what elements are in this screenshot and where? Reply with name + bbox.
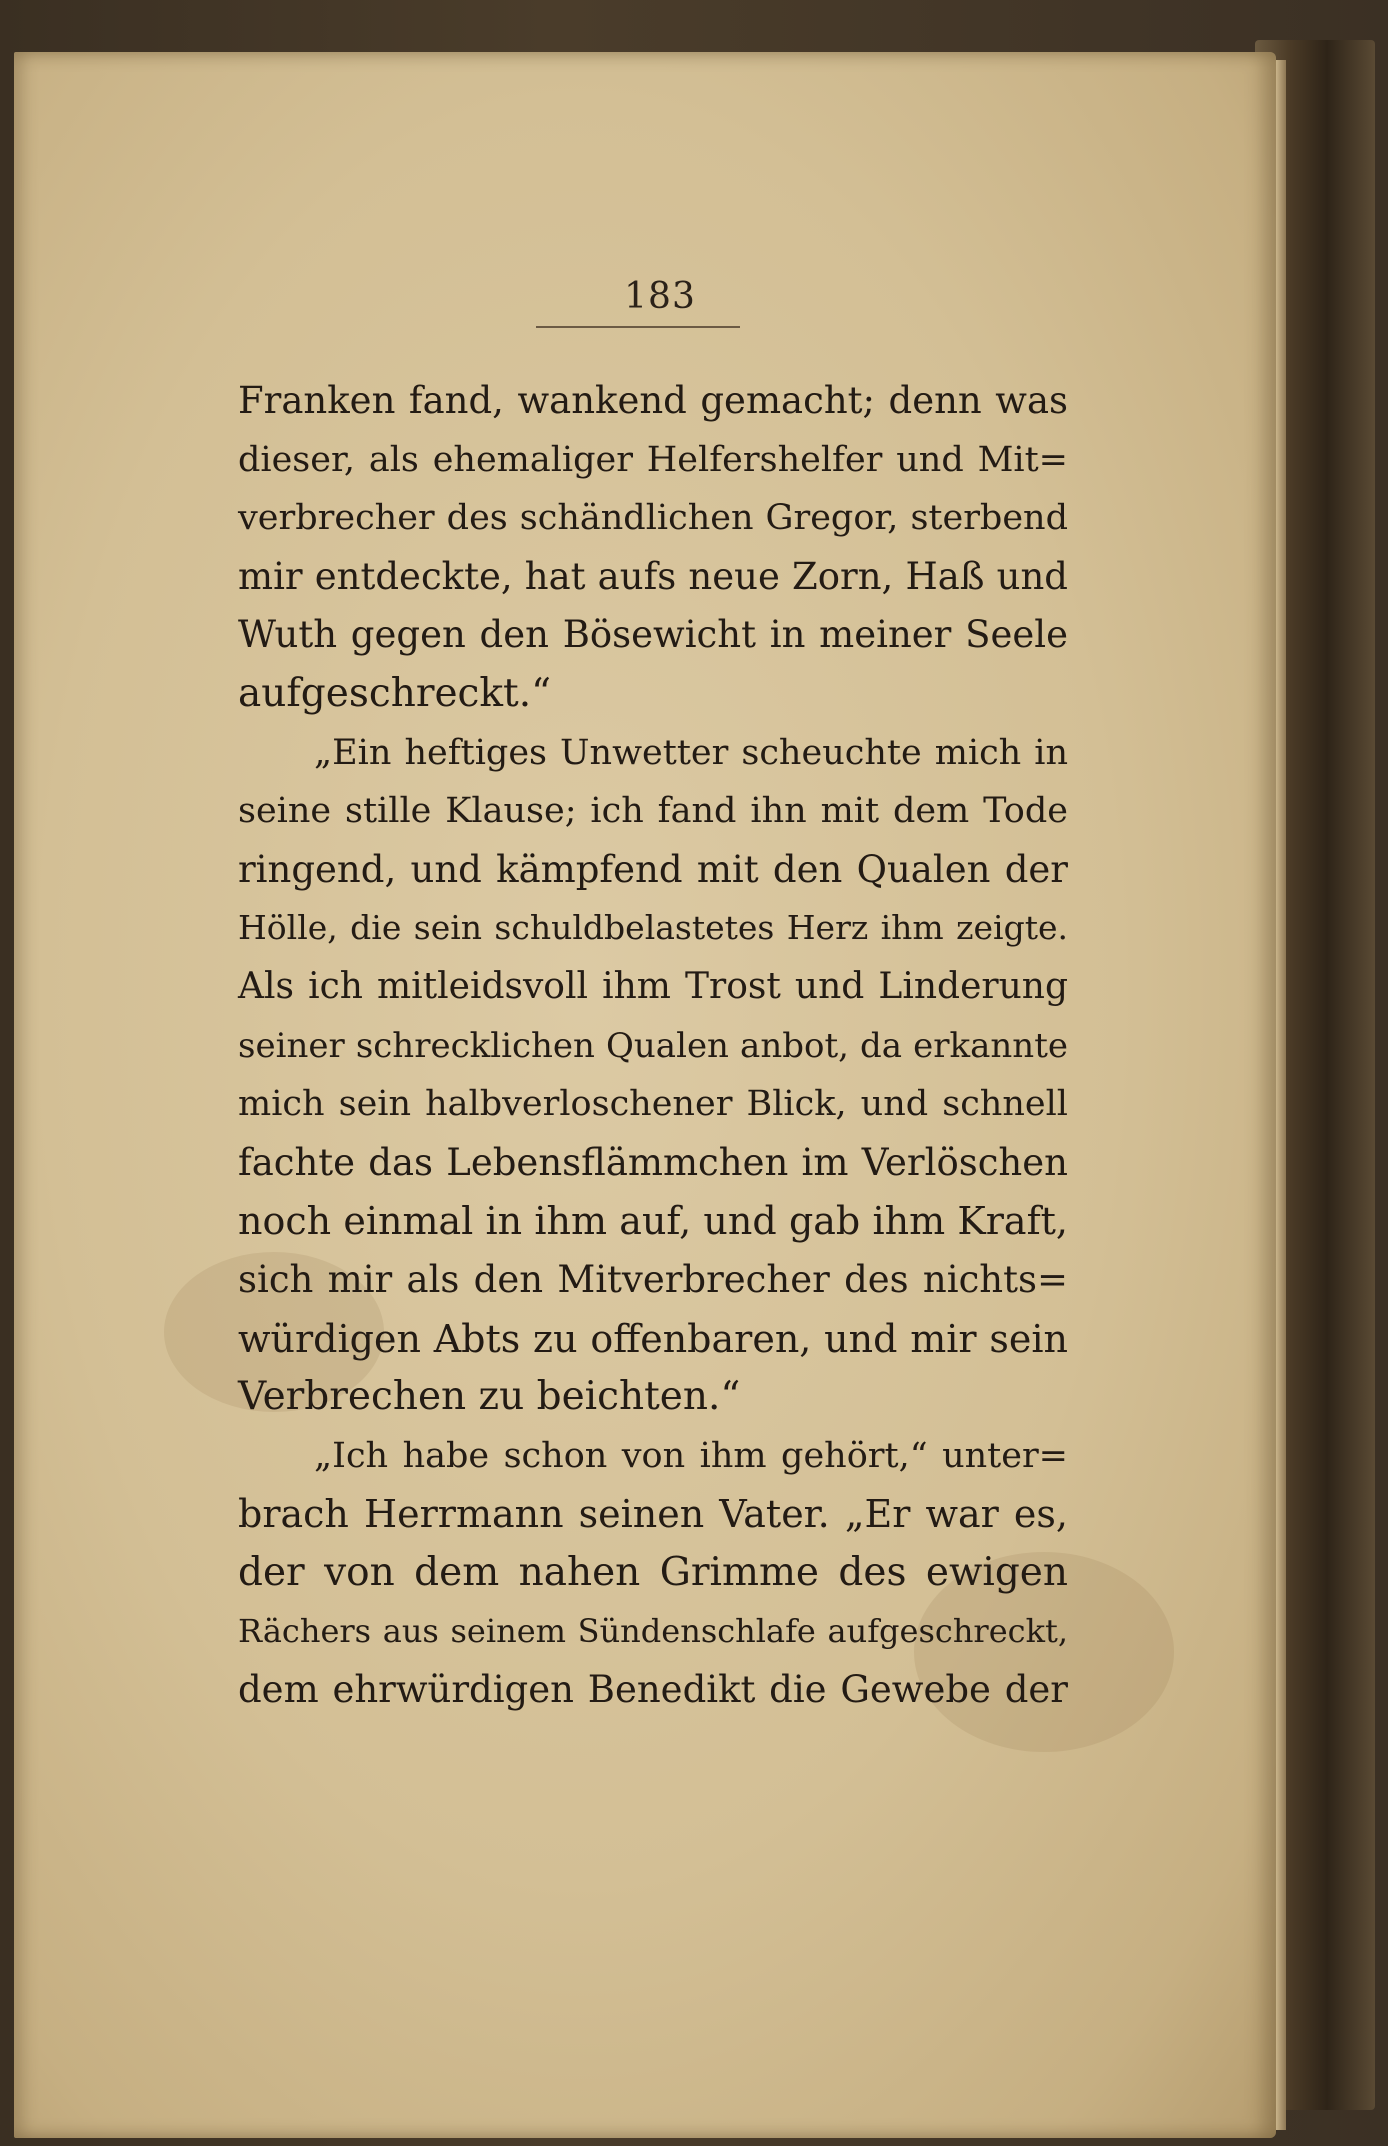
- text-line: dem ehrwürdigen Benedikt die Gewebe der: [238, 1668, 1068, 1712]
- text-line: „Ein heftiges Unwetter scheuchte mich in: [314, 732, 1068, 773]
- text-line: Hölle, die sein schuldbelastetes Herz ihm zeigte.: [238, 908, 1068, 948]
- text-line: verbrecher des schändlichen Gregor, sterbend: [238, 498, 1068, 539]
- page-number: 183: [624, 276, 696, 317]
- body-text: [238, 372, 1068, 1720]
- text-line: sich mir als den Mitverbrecher des nichts=: [238, 1257, 1068, 1301]
- text-line: dieser, als ehemaliger Helfershelfer und Mit=: [238, 439, 1068, 480]
- text-line: brach Herrmann seinen Vater. „Er war es,: [238, 1492, 1068, 1537]
- text-line: mir entdeckte, hat aufs neue Zorn, Haß und: [238, 554, 1068, 598]
- text-line: Verbrechen zu beichten.“: [238, 1374, 741, 1420]
- text-line: „Ich habe schon von ihm gehört,“ unter=: [314, 1435, 1068, 1476]
- page-edge: [1276, 60, 1286, 2130]
- text-line: seiner schrecklichen Qualen anbot, da erkannte: [238, 1025, 1068, 1066]
- text-line: mich sein halbverloschener Blick, und schnell: [238, 1084, 1068, 1125]
- text-line: aufgeschreckt.“: [238, 670, 552, 716]
- text-line: ringend, und kämpfend mit den Qualen der: [238, 847, 1068, 891]
- text-line: fachte das Lebensflämmchen im Verlöschen: [238, 1140, 1068, 1184]
- text-line: der von dem nahen Grimme des ewigen: [238, 1549, 1068, 1595]
- text-line: noch einmal in ihm auf, und gab ihm Kraft,: [238, 1199, 1068, 1244]
- text-line: seine stille Klause; ich fand ihn mit dem Tode: [238, 791, 1068, 832]
- text-line: Rächers aus seinem Sündenschlafe aufgeschreckt,: [238, 1612, 1068, 1651]
- text-line: Franken fand, wankend gemacht; denn was: [238, 379, 1068, 422]
- text-line: würdigen Abts zu offenbaren, und mir sein: [238, 1316, 1068, 1361]
- header-rule: [536, 326, 740, 328]
- text-line: Wuth gegen den Bösewicht in meiner Seele: [238, 613, 1068, 657]
- text-line: Als ich mitleidsvoll ihm Trost und Linderung: [238, 965, 1068, 1007]
